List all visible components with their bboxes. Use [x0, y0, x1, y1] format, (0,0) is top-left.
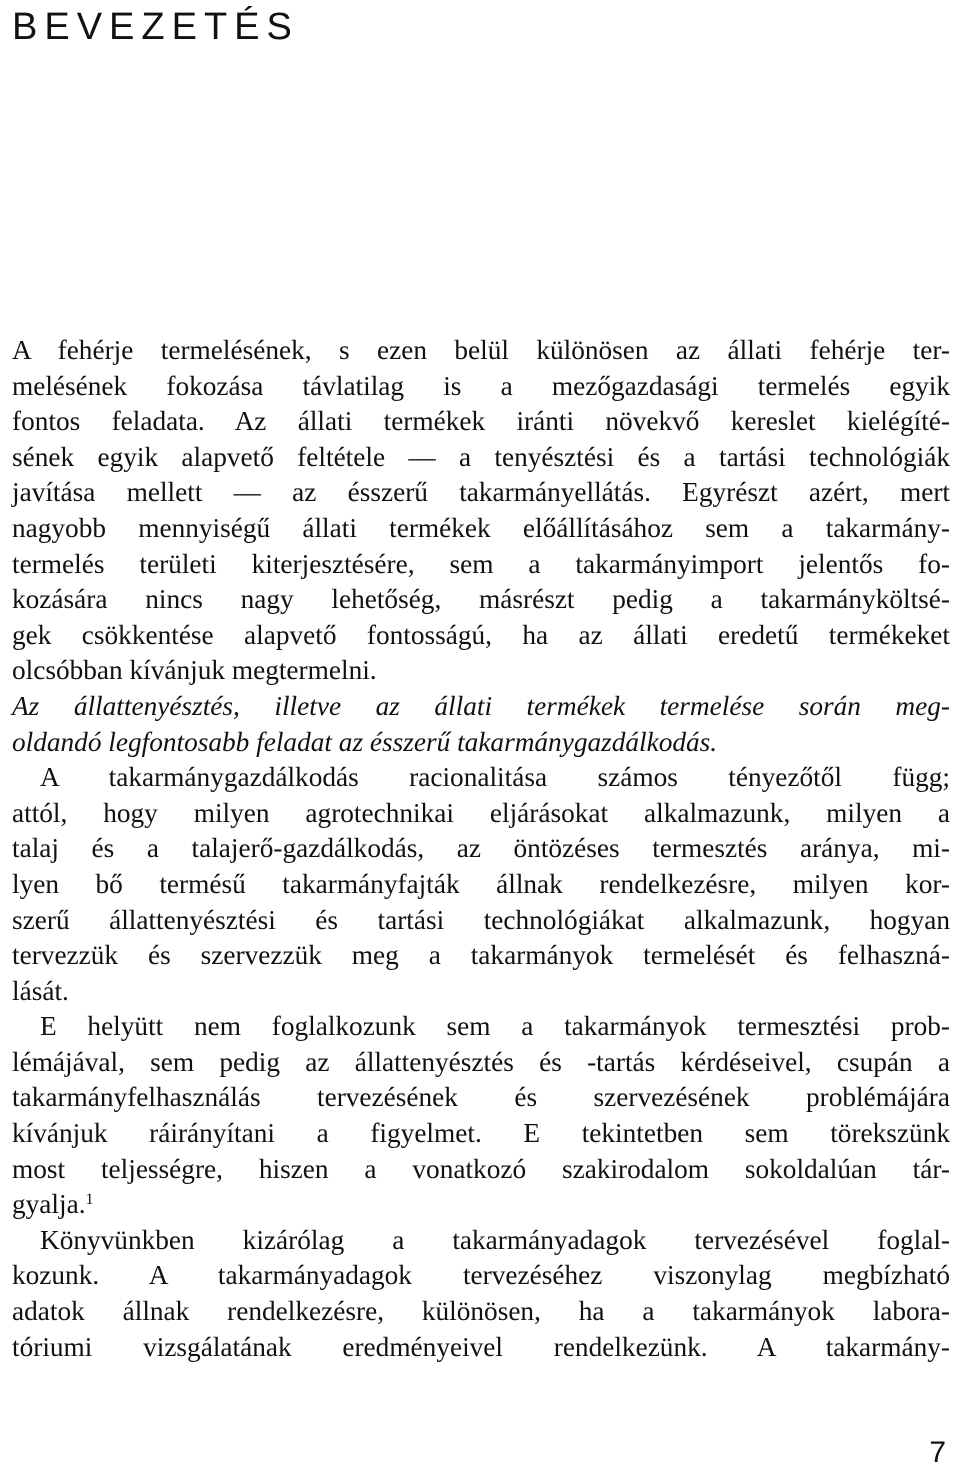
text-line: tervezzük és szervezzük meg a takarmányok termelését és felhaszná-: [12, 940, 950, 971]
paragraph-intro: [12, 333, 950, 689]
chapter-heading: BEVEZETÉS: [12, 6, 299, 48]
paragraph-emphasis: [12, 689, 950, 760]
text-line-content: gyalja.: [12, 1189, 86, 1220]
paragraph-factors: [12, 760, 950, 1009]
text-line: A fehérje termelésének, s ezen belül különösen az állati fehérje ter-: [12, 335, 950, 365]
text-line: javítása mellett — az ésszerű takarmányellátás. Egyrészt azért, mert: [12, 477, 950, 508]
paragraph-scope: [12, 1009, 950, 1223]
text-line: A takarmánygazdálkodás racionalitása számos tényezőtől függ;: [40, 762, 950, 793]
text-line: lyen bő termésű takarmányfajták állnak rendelkezésre, milyen kor-: [12, 868, 950, 899]
paragraph-book-focus: [12, 1223, 950, 1365]
text-line: tóriumi vizsgálatának eredményeivel rendelkezünk. A takarmány-: [12, 1331, 950, 1362]
text-line: olcsóbban kívánjuk megtermelni.: [12, 655, 377, 686]
text-line: szerű állattenyésztési és tartási technológiákat alkalmazunk, hogyan: [12, 904, 950, 935]
text-line: melésének fokozása távlatilag is a mezőgazdasági termelés egyik: [12, 370, 950, 401]
text-line: nagyobb mennyiségű állati termékek előállításához sem a takarmány-: [12, 512, 950, 543]
text-line: Az állattenyésztés, illetve az állati termékek termelése során meg-: [12, 690, 950, 721]
text-line: lását.: [12, 975, 69, 1006]
text-line: oldandó legfontosabb feladat az ésszerű takarmánygazdálkodás.: [12, 726, 718, 757]
footnote-reference: 1: [85, 1191, 94, 1209]
text-line: adatok állnak rendelkezésre, különösen, ha a takarmányok labora-: [12, 1296, 950, 1327]
text-line: E helyütt nem foglalkozunk sem a takarmányok termesztési prob-: [40, 1011, 950, 1042]
text-line: kívánjuk ráirányítani a figyelmet. E tekintetben sem törekszünk: [12, 1118, 950, 1149]
text-line: fontos feladata. Az állati termékek iránti növekvő kereslet kielégíté-: [12, 406, 950, 437]
text-line: gek csökkentése alapvető fontosságú, ha az állati eredetű termékeket: [12, 619, 950, 650]
page-number: 7: [929, 1436, 946, 1469]
text-line: Könyvünkben kizárólag a takarmányadagok tervezésével foglal-: [40, 1224, 950, 1255]
text-line: talaj és a talajerő-gazdálkodás, az öntözéses termesztés aránya, mi-: [12, 833, 950, 864]
chapter-body: [12, 333, 950, 1365]
text-line-with-footnote: [12, 1187, 950, 1223]
text-line: attól, hogy milyen agrotechnikai eljárásokat alkalmazunk, milyen a: [12, 797, 950, 828]
text-line: sének egyik alapvető feltétele — a tenyésztési és a tartási technológiák: [12, 441, 950, 472]
text-line: takarmányfelhasználás tervezésének és szervezésének problémájára: [12, 1082, 950, 1113]
text-line: kozunk. A takarmányadagok tervezéséhez viszonylag megbízható: [12, 1260, 950, 1291]
text-line: kozására nincs nagy lehetőség, másrészt pedig a takarmányköltsé-: [12, 584, 950, 615]
text-line: termelés területi kiterjesztésére, sem a takarmányimport jelentős fo-: [12, 548, 950, 579]
text-line: lémájával, sem pedig az állattenyésztés és -tartás kérdéseivel, csupán a: [12, 1046, 950, 1077]
text-line: most teljességre, hiszen a vonatkozó szakirodalom sokoldalúan tár-: [12, 1153, 950, 1184]
